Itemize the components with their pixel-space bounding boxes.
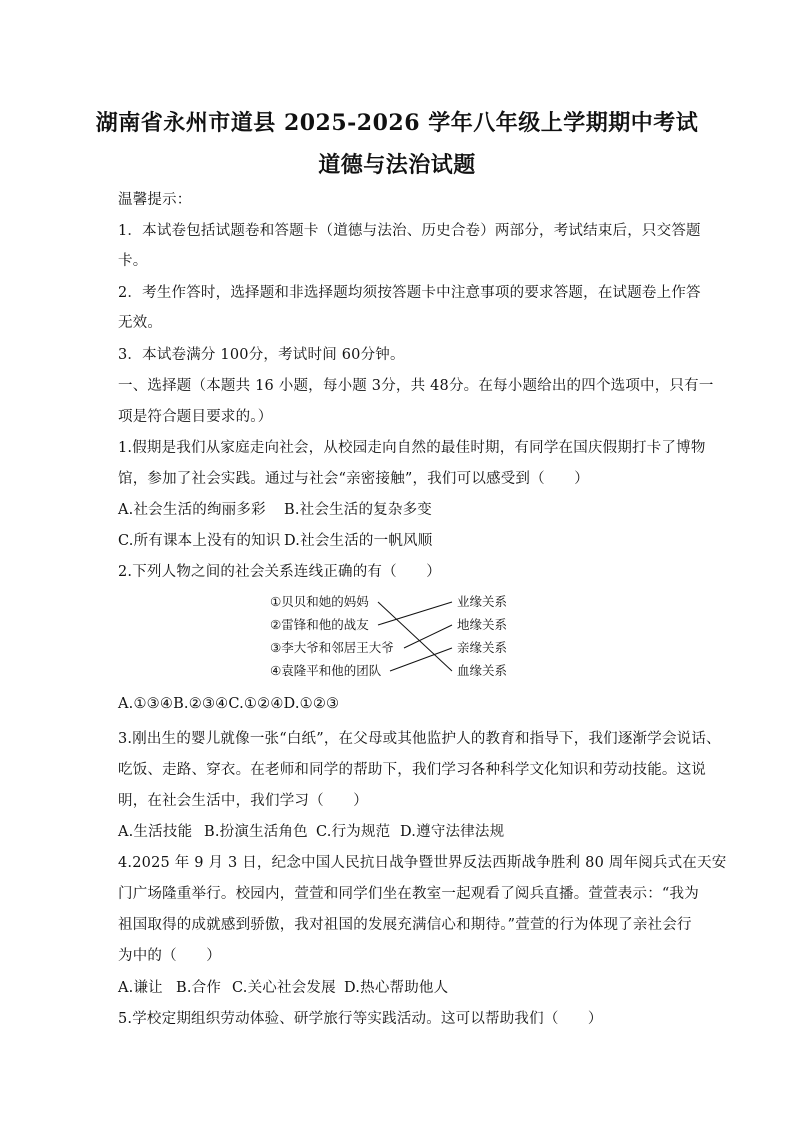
option-c: C.行为规范: [316, 824, 391, 840]
question-3-cont-1: 吃饭、走路、穿衣。在老师和同学的帮助下，我们学习各种科学文化知识和劳动技能。这说: [118, 762, 706, 778]
left-item-3: ③李大爷和邻居王大爷: [270, 640, 394, 655]
question-2-options: A.①③④B.②③④C.①②④D.①②③: [118, 696, 340, 712]
right-item-4: 血缘关系: [457, 663, 508, 678]
match-line-1: [378, 602, 452, 671]
left-item-2: ②雷锋和他的战友: [270, 617, 369, 632]
question-4-cont-1: 门广场隆重举行。校园内，萱萱和同学们坐在教室一起观看了阅兵直播。萱萱表示：“我为: [118, 886, 699, 902]
question-4-cont-2: 祖国取得的成就感到骄傲，我对祖国的发展充满信心和期待。”萱萱的行为体现了亲社会行: [118, 917, 692, 933]
right-item-1: 业缘关系: [457, 594, 508, 609]
tip-2: 2．考生作答时，选择题和非选择题均须按答题卡中注意事项的要求答题，在试题卷上作答: [118, 285, 701, 301]
question-3-cont-2: 明，在社会生活中，我们学习（ ）: [118, 793, 368, 809]
tip-2-cont: 无效。: [118, 315, 163, 331]
relationship-matching-diagram: [266, 590, 526, 686]
question-3: 3.刚出生的婴儿就像一张“白纸”，在父母或其他监护人的教育和指导下，我们逐渐学会说话、: [118, 731, 721, 747]
option-a: A.社会生活的绚丽多彩: [118, 502, 266, 518]
question-1-options-row1: [118, 498, 688, 519]
option-b: B.合作: [176, 980, 222, 996]
question-5: 5.学校定期组织劳动体验、研学旅行等实践活动。这可以帮助我们（ ）: [118, 1011, 603, 1027]
option-c: C.所有课本上没有的知识: [118, 533, 281, 549]
option-d: D.社会生活的一帆风顺: [284, 533, 433, 549]
tip-3: 3．本试卷满分 100分，考试时间 60分钟。: [118, 347, 405, 363]
tip-1: 1．本试卷包括试题卷和答题卡（道德与法治、历史合卷）两部分，考试结束后，只交答题: [118, 223, 701, 239]
section-heading: 一、选择题（本题共 16 小题，每小题 3分，共 48分。在每小题给出的四个选项中，只有一: [118, 378, 714, 394]
option-a: A.生活技能: [118, 824, 193, 840]
tips-heading: 温馨提示：: [118, 192, 192, 208]
match-line-3: [404, 625, 452, 648]
option-c: C.关心社会发展: [232, 980, 336, 996]
option-d: D.遵守法律法规: [400, 824, 505, 840]
section-heading-cont: 项是符合题目要求的。）: [118, 409, 273, 425]
question-3-options: [118, 820, 688, 841]
option-b: B.扮演生活角色: [204, 824, 308, 840]
question-1-cont: 馆，参加了社会实践。通过与社会“亲密接触”，我们可以感受到（ ）: [118, 471, 589, 487]
question-4-cont-3: 为中的（ ）: [118, 948, 221, 964]
exam-title: 湖南省永州市道县 2025-2026 学年八年级上学期期中考试: [95, 110, 699, 136]
left-item-1: ①贝贝和她的妈妈: [270, 594, 369, 609]
question-4-options: [118, 976, 688, 997]
question-2: 2.下列人物之间的社会关系连线正确的有（ ）: [118, 564, 441, 580]
option-d: D.热心帮助他人: [344, 980, 449, 996]
option-b: B.社会生活的复杂多变: [284, 502, 432, 518]
question-1-options-row2: [118, 529, 688, 550]
left-item-4: ④袁隆平和他的团队: [270, 663, 382, 678]
match-line-4: [390, 648, 452, 671]
right-item-3: 亲缘关系: [457, 640, 508, 655]
question-4: 4.2025 年 9 月 3 日，纪念中国人民抗日战争暨世界反法西斯战争胜利 80 周年阅兵式在天安: [118, 855, 727, 871]
option-a: A.谦让: [118, 980, 163, 996]
right-item-2: 地缘关系: [457, 617, 508, 632]
match-line-2: [378, 602, 452, 625]
tip-1-cont: 卡。: [118, 253, 148, 269]
question-1: 1.假期是我们从家庭走向社会，从校园走向自然的最佳时期，有同学在国庆假期打卡了博物: [118, 440, 706, 456]
exam-subject-title: 道德与法治试题: [318, 152, 476, 178]
